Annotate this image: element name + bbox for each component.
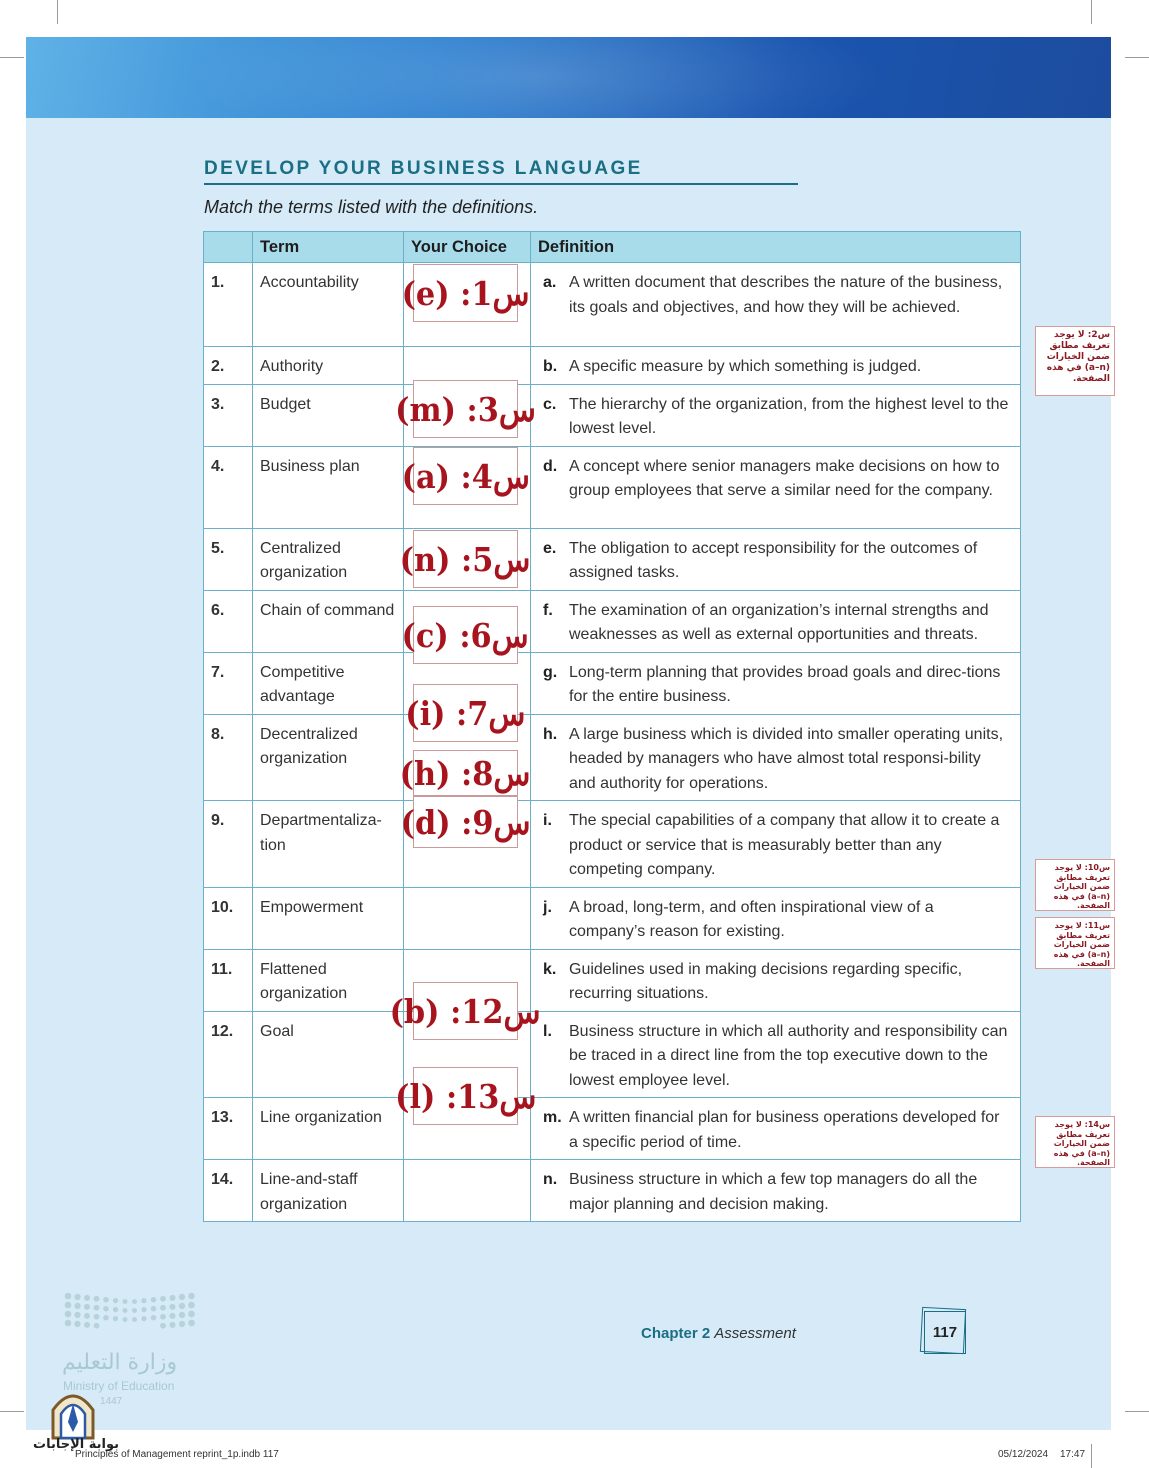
logo-dot bbox=[179, 1312, 185, 1318]
definition-text: The obligation to accept responsibility for the outcomes of assigned tasks. bbox=[569, 539, 978, 581]
term-cell: Business plan bbox=[253, 446, 404, 528]
answer-text: (n) :5س bbox=[400, 539, 531, 579]
definition-letter: a. bbox=[543, 274, 557, 291]
logo-dot bbox=[179, 1303, 185, 1309]
crop-mark bbox=[0, 1411, 24, 1412]
logo-dot bbox=[123, 1317, 128, 1322]
term-cell: Authority bbox=[253, 347, 404, 385]
answer-text: (d) :9س bbox=[400, 802, 531, 842]
table-row bbox=[204, 1160, 1021, 1222]
definition-text: A concept where senior managers make decisions on how to group employees that serve a similar need for the company. bbox=[569, 457, 1000, 499]
side-note-10: س10: لا يوجد تعريف مطابق ضمن الخيارات (a–n) في هذه الصفحة. bbox=[1035, 859, 1115, 911]
logo-dot bbox=[94, 1296, 100, 1302]
choice-cell bbox=[404, 887, 531, 949]
definition-letter: n. bbox=[543, 1171, 558, 1188]
answer-text: (m) :3س bbox=[395, 389, 536, 429]
table-row bbox=[204, 714, 1021, 801]
term-cell: Decentralized organization bbox=[253, 714, 404, 801]
logo-dot bbox=[123, 1299, 128, 1304]
logo-dot bbox=[65, 1320, 72, 1327]
definition-text: The hierarchy of the organization, from the highest level to the lowest level. bbox=[569, 395, 1009, 437]
table-row bbox=[204, 347, 1021, 385]
logo-dot bbox=[188, 1320, 195, 1327]
table-header-row bbox=[204, 232, 1021, 263]
logo-dot bbox=[84, 1295, 90, 1301]
slug-time: 17:47 bbox=[1060, 1449, 1086, 1460]
logo-dot bbox=[94, 1323, 100, 1329]
term-cell: Flattened organization bbox=[253, 949, 404, 1011]
term-cell: Line-and-staff organization bbox=[253, 1160, 404, 1222]
row-number: 8. bbox=[204, 714, 253, 801]
logo-dot bbox=[141, 1316, 146, 1321]
logo-dot bbox=[160, 1305, 166, 1311]
definition-letter: i. bbox=[543, 812, 552, 829]
term-cell: Empowerment bbox=[253, 887, 404, 949]
definition-cell bbox=[531, 801, 1021, 888]
logo-dot bbox=[160, 1314, 166, 1320]
answer-stamp-7 bbox=[405, 684, 526, 742]
answer-stamp-13 bbox=[394, 1067, 537, 1125]
logo-dot bbox=[84, 1313, 90, 1319]
slug-file: Principles of Management reprint_1p.indb 117 bbox=[75, 1449, 279, 1460]
definition-cell bbox=[531, 384, 1021, 446]
crop-mark bbox=[1091, 1444, 1092, 1468]
definition-letter: g. bbox=[543, 663, 558, 681]
definition-cell bbox=[531, 714, 1021, 801]
answer-text: (h) :8س bbox=[400, 753, 531, 793]
row-number: 6. bbox=[204, 590, 253, 652]
portal-emblem-icon bbox=[45, 1388, 101, 1440]
logo-dot bbox=[179, 1321, 185, 1327]
logo-dot bbox=[103, 1315, 108, 1320]
portal-watermark: بوابة الإجابات bbox=[33, 1437, 119, 1452]
side-note-2: س2: لا يوجد تعريف مطابق ضمن الخيارات (a–n) في هذه الصفحة. bbox=[1035, 326, 1115, 396]
logo-dot bbox=[65, 1302, 72, 1309]
table-row bbox=[204, 446, 1021, 528]
logo-dot bbox=[151, 1315, 156, 1320]
logo-dot bbox=[141, 1307, 146, 1312]
logo-dot bbox=[132, 1299, 137, 1304]
definition-text: A broad, long-term, and often inspirational view of a company’s reason for existing. bbox=[569, 898, 934, 940]
section-heading: DEVELOP YOUR BUSINESS LANGUAGE bbox=[204, 158, 643, 179]
side-note-11: س11: لا يوجد تعريف مطابق ضمن الخيارات (a–n) في هذه الصفحة. bbox=[1035, 917, 1115, 969]
answer-text: (l) :13س bbox=[394, 1076, 537, 1116]
term-cell: Goal bbox=[253, 1011, 404, 1098]
logo-dot bbox=[151, 1306, 156, 1311]
row-number: 2. bbox=[204, 347, 253, 385]
table-row bbox=[204, 528, 1021, 590]
choice-cell bbox=[404, 1160, 531, 1222]
logo-dot bbox=[84, 1322, 90, 1328]
row-number: 5. bbox=[204, 528, 253, 590]
definition-letter: b. bbox=[543, 358, 558, 375]
slug-date: 05/12/2024 bbox=[998, 1449, 1049, 1460]
logo-dot bbox=[151, 1297, 156, 1302]
term-cell: Budget bbox=[253, 384, 404, 446]
answer-text: (e) :1س bbox=[401, 273, 530, 313]
logo-dot bbox=[179, 1294, 185, 1300]
answer-stamp-3 bbox=[395, 380, 536, 438]
header-banner bbox=[26, 37, 1111, 118]
matching-table bbox=[203, 231, 1021, 1222]
answer-stamp-9 bbox=[400, 796, 531, 848]
definition-letter: m. bbox=[543, 1109, 562, 1126]
table-row bbox=[204, 384, 1021, 446]
answer-text: (c) :6س bbox=[401, 615, 530, 655]
term-cell: Chain of command bbox=[253, 590, 404, 652]
definition-letter: k. bbox=[543, 960, 557, 978]
logo-dot bbox=[113, 1298, 118, 1303]
term-cell: Competitive advantage bbox=[253, 652, 404, 714]
definition-text: A specific measure by which something is judged. bbox=[569, 358, 922, 375]
ministry-name-arabic: وزارة التعليم bbox=[62, 1350, 178, 1375]
row-number: 7. bbox=[204, 652, 253, 714]
definition-text: A written document that describes the nature of the business, its goals and objectives, and how they will be achieved. bbox=[569, 274, 1003, 316]
definition-cell bbox=[531, 347, 1021, 385]
definition-text: Business structure in which all authority and responsibility can be traced in a direct line from the top executive down to the lowest employee level. bbox=[569, 1022, 1008, 1089]
definition-cell bbox=[531, 652, 1021, 714]
definition-cell bbox=[531, 1160, 1021, 1222]
row-number: 11. bbox=[204, 949, 253, 1011]
table-row bbox=[204, 263, 1021, 347]
logo-dot bbox=[169, 1295, 175, 1301]
chapter-footer bbox=[641, 1325, 796, 1342]
row-number: 1. bbox=[204, 263, 253, 347]
col-header-definition: Definition bbox=[531, 232, 1021, 263]
definition-cell bbox=[531, 446, 1021, 528]
definition-text: The examination of an organization’s internal strengths and weaknesses as well as external opportunities and threats. bbox=[569, 601, 989, 643]
definition-letter: e. bbox=[543, 539, 557, 557]
side-note-14: س14: لا يوجد تعريف مطابق ضمن الخيارات (a–n) في هذه الصفحة. bbox=[1035, 1116, 1115, 1168]
logo-dot bbox=[113, 1316, 118, 1321]
definition-text: A written financial plan for business operations developed for a specific period of time. bbox=[569, 1109, 1000, 1151]
term-cell: Line organization bbox=[253, 1098, 404, 1160]
row-number: 9. bbox=[204, 801, 253, 888]
logo-dot bbox=[169, 1313, 175, 1319]
logo-dot bbox=[132, 1317, 137, 1322]
definition-letter: f. bbox=[543, 601, 553, 619]
crop-mark bbox=[1125, 1411, 1149, 1412]
definition-letter: d. bbox=[543, 457, 558, 475]
table-row bbox=[204, 1011, 1021, 1098]
table-row bbox=[204, 887, 1021, 949]
row-number: 13. bbox=[204, 1098, 253, 1160]
crop-mark bbox=[0, 57, 24, 58]
page-number-text: 117 bbox=[932, 1324, 958, 1341]
definition-text: The special capabilities of a company that allow it to create a product or service that is measurably better than any competing company. bbox=[569, 812, 1000, 878]
instruction-text: Match the terms listed with the definitions. bbox=[204, 197, 539, 217]
logo-dot bbox=[160, 1323, 166, 1329]
answer-stamp-4 bbox=[401, 447, 530, 505]
logo-dot bbox=[113, 1307, 118, 1312]
definition-letter: c. bbox=[543, 395, 557, 413]
col-header-number bbox=[204, 232, 253, 263]
answer-stamp-6 bbox=[401, 606, 530, 664]
ministry-logo bbox=[62, 1290, 202, 1350]
logo-dot bbox=[74, 1294, 80, 1300]
table-row bbox=[204, 1098, 1021, 1160]
page-number bbox=[924, 1311, 966, 1354]
table-row bbox=[204, 652, 1021, 714]
definition-text: Guidelines used in making decisions regarding specific, recurring situations. bbox=[569, 960, 963, 1002]
row-number: 4. bbox=[204, 446, 253, 528]
logo-dot bbox=[188, 1302, 195, 1309]
row-number: 3. bbox=[204, 384, 253, 446]
section-label: Assessment bbox=[714, 1325, 796, 1342]
definition-text: Long-term planning that provides broad goals and direc-tions for the entire business. bbox=[569, 663, 1001, 705]
logo-dot bbox=[141, 1298, 146, 1303]
answer-text: (i) :7س bbox=[405, 693, 526, 733]
logo-dot bbox=[65, 1293, 72, 1300]
logo-dot bbox=[123, 1308, 128, 1313]
logo-dot bbox=[103, 1297, 108, 1302]
crop-mark bbox=[1125, 57, 1149, 58]
row-number: 14. bbox=[204, 1160, 253, 1222]
row-number: 10. bbox=[204, 887, 253, 949]
logo-dot bbox=[94, 1314, 100, 1320]
crop-mark bbox=[1091, 0, 1092, 24]
logo-dot bbox=[160, 1296, 166, 1302]
logo-dot bbox=[169, 1322, 175, 1328]
logo-dot bbox=[169, 1304, 175, 1310]
logo-dot bbox=[188, 1293, 195, 1300]
table-row bbox=[204, 801, 1021, 888]
logo-dot bbox=[74, 1321, 80, 1327]
ministry-year: 1447 bbox=[100, 1396, 123, 1407]
definition-letter: h. bbox=[543, 725, 558, 743]
logo-dot bbox=[74, 1303, 80, 1309]
table-row bbox=[204, 590, 1021, 652]
ministry-name-english: Ministry of Education bbox=[63, 1379, 175, 1393]
answer-stamp-8 bbox=[400, 750, 531, 796]
answer-stamp-1 bbox=[401, 264, 530, 322]
term-cell: Departmentaliza-tion bbox=[253, 801, 404, 888]
definition-cell bbox=[531, 887, 1021, 949]
logo-dot bbox=[74, 1312, 80, 1318]
logo-dot bbox=[65, 1311, 72, 1318]
crop-mark bbox=[57, 0, 58, 24]
answer-stamp-5 bbox=[400, 530, 531, 588]
definition-cell bbox=[531, 590, 1021, 652]
heading-underline bbox=[204, 183, 798, 185]
definition-cell bbox=[531, 528, 1021, 590]
answer-text: (b) :12س bbox=[389, 991, 542, 1031]
chapter-label: Chapter 2 bbox=[641, 1325, 711, 1342]
definition-cell bbox=[531, 1098, 1021, 1160]
col-header-term: Term bbox=[253, 232, 404, 263]
choice-cell bbox=[404, 347, 531, 385]
definition-text: A large business which is divided into smaller operating units, headed by managers who have almost total responsi-bility and authority for operations. bbox=[569, 725, 1004, 792]
table-row bbox=[204, 949, 1021, 1011]
term-cell: Accountability bbox=[253, 263, 404, 347]
definition-text: Business structure in which a few top managers do all the major planning and decision making. bbox=[569, 1171, 978, 1213]
definition-letter: l. bbox=[543, 1022, 552, 1040]
logo-dot bbox=[84, 1304, 90, 1310]
definition-letter: j. bbox=[543, 898, 552, 916]
logo-dot bbox=[188, 1311, 195, 1318]
col-header-choice: Your Choice bbox=[404, 232, 531, 263]
definition-cell bbox=[531, 949, 1021, 1011]
answer-text: (a) :4س bbox=[401, 456, 530, 496]
logo-dot bbox=[94, 1305, 100, 1311]
term-cell: Centralized organization bbox=[253, 528, 404, 590]
definition-cell bbox=[531, 263, 1021, 347]
logo-dot bbox=[103, 1306, 108, 1311]
logo-dot bbox=[132, 1308, 137, 1313]
definition-cell bbox=[531, 1011, 1021, 1098]
row-number: 12. bbox=[204, 1011, 253, 1098]
answer-stamp-12 bbox=[389, 982, 542, 1040]
